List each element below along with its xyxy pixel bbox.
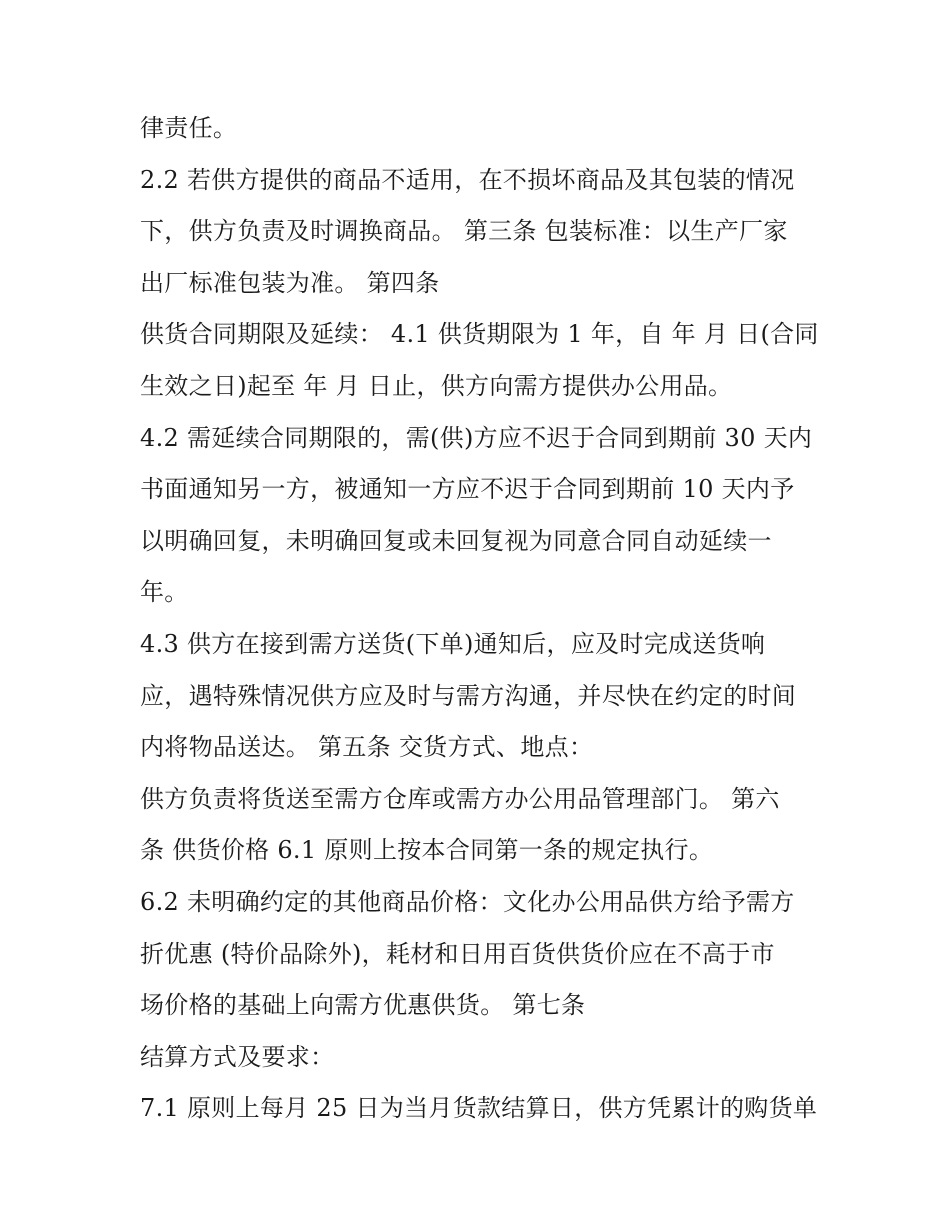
text-line: 折优惠 (特价品除外)，耗材和日用百货供货价应在不高于市 (140, 939, 775, 968)
text-line: 7.1 原则上每月 25 日为当月货款结算日，供方凭累计的购货单 (140, 1094, 818, 1123)
text-line: 书面通知另一方，被通知一方应不迟于合同到期前 10 天内予 (140, 475, 795, 504)
text-line: 律责任。 (140, 114, 238, 142)
text-line: 出厂标准包装为准。 第四条 (140, 268, 440, 297)
text-line: 4.3 供方在接到需方送货(下单)通知后，应及时完成送货响 (140, 629, 766, 658)
text-line: 4.2 需延续合同期限的，需(供)方应不迟于合同到期前 30 天内 (140, 423, 813, 452)
text-line: 供方负责将货送至需方仓库或需方办公用品管理部门。 第六 (140, 784, 780, 813)
text-line: 6.2 未明确约定的其他商品价格：文化办公用品供方给予需方 (140, 887, 795, 916)
text-line: 供货合同期限及延续： 4.1 供货期限为 1 年，自 年 月 日(合同 (140, 320, 819, 349)
text-line: 内将物品送达。 第五条 交货方式、地点： (140, 733, 594, 762)
text-line: 2.2 若供方提供的商品不适用，在不损坏商品及其包装的情况 (140, 165, 795, 194)
text-line: 应，遇特殊情况供方应及时与需方沟通，并尽快在约定的时间 (140, 681, 797, 710)
text-line: 结算方式及要求： (140, 1042, 335, 1071)
text-line: 年。 (140, 578, 189, 607)
text-line: 生效之日)起至 年 月 日止，供方向需方提供办公用品。 (140, 371, 733, 400)
text-line: 下，供方负责及时调换商品。 第三条 包装标准：以生产厂家 (140, 217, 788, 246)
text-line: 场价格的基础上向需方优惠供货。 第七条 (140, 991, 586, 1020)
text-line: 条 供货价格 6.1 原则上按本合同第一条的规定执行。 (140, 836, 714, 865)
text-line: 以明确回复，未明确回复或未回复视为同意合同自动延续一 (140, 526, 772, 555)
contract-body-text (140, 108, 820, 1140)
